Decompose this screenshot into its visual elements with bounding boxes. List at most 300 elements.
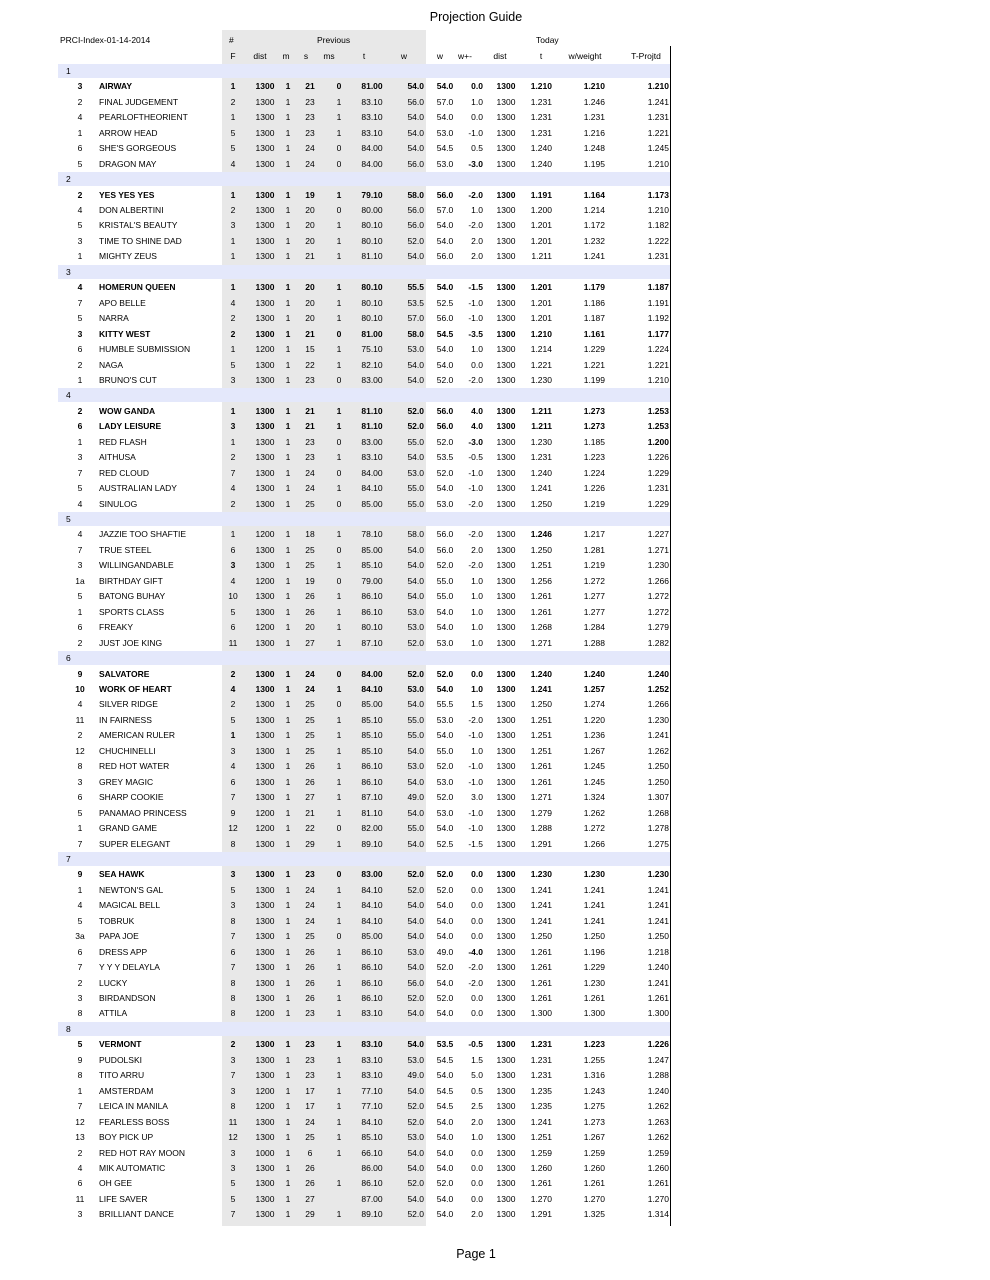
cell-f: 12 (228, 1132, 238, 1142)
cell-pw: 54.0 (407, 746, 424, 756)
cell-f: 11 (228, 1117, 238, 1127)
cell-tp: 1.275 (647, 839, 669, 849)
cell-w: 56.0 (436, 406, 454, 416)
cell-tp: 1.218 (647, 947, 669, 957)
cell-wpm: -1.0 (468, 761, 483, 771)
cell-s: 20 (305, 236, 315, 246)
cell-pw: 53.0 (407, 761, 424, 771)
cell-ww: 1.270 (583, 1194, 605, 1204)
cell-s: 25 (305, 545, 315, 555)
cell-t: 84.00 (361, 143, 383, 153)
cell-tp: 1.250 (647, 761, 669, 771)
cell-tp: 1.241 (647, 978, 669, 988)
cell-ww: 1.223 (583, 452, 605, 462)
cell-s: 21 (305, 329, 315, 339)
cell-tt: 1.271 (530, 792, 552, 802)
cell-m: 1 (285, 159, 291, 169)
cell-t: 66.10 (361, 1148, 383, 1158)
cell-tt: 1.241 (530, 483, 552, 493)
cell-tp: 1.231 (647, 251, 669, 261)
horse-number: 4 (77, 699, 83, 709)
cell-wpm: 1.0 (471, 591, 483, 601)
cell-wpm: 1.0 (471, 1132, 483, 1142)
cell-pw: 54.0 (407, 375, 424, 385)
cell-tp: 1.261 (647, 1178, 669, 1188)
cell-tt: 1.250 (530, 545, 552, 555)
cell-dist: 1300 (496, 591, 516, 601)
cell-tt: 1.231 (530, 1070, 552, 1080)
cell-ww: 1.245 (583, 761, 605, 771)
cell-f: 1 (230, 251, 236, 261)
cell-t: 83.00 (361, 869, 383, 879)
cell-f: 2 (230, 97, 236, 107)
cell-m: 1 (285, 298, 291, 308)
cell-s: 23 (305, 1039, 315, 1049)
cell-pdist: 1300 (255, 715, 275, 725)
cell-tp: 1.210 (647, 205, 669, 215)
horse-name: GREY MAGIC (99, 777, 154, 787)
cell-s: 23 (305, 1055, 315, 1065)
cell-tp: 1.288 (647, 1070, 669, 1080)
cell-f: 1 (230, 282, 236, 292)
cell-pdist: 1300 (255, 638, 275, 648)
cell-m: 1 (285, 236, 291, 246)
cell-t: 85.00 (361, 545, 383, 555)
cell-s: 27 (305, 1194, 315, 1204)
cell-wpm: -2.0 (468, 190, 483, 200)
cell-m: 1 (285, 1039, 291, 1049)
cell-m: 1 (285, 545, 291, 555)
cell-w: 55.5 (436, 699, 454, 709)
cell-m: 1 (285, 468, 291, 478)
cell-pdist: 1300 (255, 792, 275, 802)
cell-tt: 1.201 (530, 220, 552, 230)
cell-wpm: 0.0 (471, 360, 483, 370)
cell-f: 3 (230, 1055, 236, 1065)
cell-t: 85.00 (361, 699, 383, 709)
cell-f: 1 (230, 730, 236, 740)
cell-dist: 1300 (496, 808, 516, 818)
cell-tt: 1.241 (530, 1117, 552, 1127)
horse-name: AMERICAN RULER (99, 730, 176, 740)
cell-pdist: 1300 (255, 1055, 275, 1065)
cell-pdist: 1300 (255, 1039, 275, 1049)
cell-s: 23 (305, 112, 315, 122)
cell-ww: 1.240 (583, 669, 605, 679)
cell-ww: 1.255 (583, 1055, 605, 1065)
cell-t: 83.10 (361, 1055, 383, 1065)
cell-pdist: 1200 (255, 1101, 275, 1111)
cell-pw: 55.0 (407, 437, 424, 447)
page-footer: Page 1 (456, 1247, 496, 1261)
cell-wpm: 1.0 (471, 205, 483, 215)
cell-s: 24 (305, 143, 315, 153)
cell-ms: 1 (336, 730, 342, 740)
cell-ms: 1 (336, 128, 342, 138)
cell-wpm: 4.0 (471, 406, 483, 416)
cell-ms: 1 (336, 483, 342, 493)
cell-w: 54.0 (436, 1194, 454, 1204)
cell-ms: 1 (336, 452, 342, 462)
cell-wpm: -1.0 (468, 483, 483, 493)
cell-ms: 1 (336, 715, 342, 725)
cell-tp: 1.229 (647, 499, 669, 509)
cell-s: 24 (305, 159, 315, 169)
cell-s: 25 (305, 746, 315, 756)
cell-pw: 55.0 (407, 483, 424, 493)
horse-number: 9 (77, 869, 83, 879)
horse-name: SINULOG (99, 499, 138, 509)
cell-f: 1 (230, 529, 236, 539)
cell-tp: 1.241 (647, 730, 669, 740)
cell-wpm: -3.0 (468, 437, 483, 447)
cell-tp: 1.230 (647, 560, 669, 570)
cell-w: 56.0 (436, 313, 454, 323)
horse-name: SILVER RIDGE (99, 699, 158, 709)
cell-ms: 0 (336, 931, 342, 941)
cell-s: 23 (305, 128, 315, 138)
cell-wpm: 1.0 (471, 576, 483, 586)
cell-ms: 1 (336, 1148, 342, 1158)
horse-number: 3 (77, 81, 83, 91)
cell-wpm: 2.0 (471, 1117, 483, 1127)
horse-name: SEA HAWK (99, 869, 145, 879)
horse-number: 3 (77, 236, 83, 246)
cell-tt: 1.240 (530, 669, 552, 679)
cell-f: 2 (230, 669, 236, 679)
cell-m: 1 (285, 777, 291, 787)
horse-name: WILLINGANDABLE (99, 560, 174, 570)
cell-wpm: 0.0 (471, 1008, 483, 1018)
cell-pdist: 1300 (255, 375, 275, 385)
race-label: 2 (66, 174, 71, 185)
cell-t: 83.10 (361, 452, 383, 462)
cell-pw: 56.0 (407, 205, 424, 215)
horse-number: 3 (77, 993, 83, 1003)
cell-tp: 1.278 (647, 823, 669, 833)
cell-tp: 1.221 (647, 360, 669, 370)
cell-m: 1 (285, 684, 291, 694)
cell-w: 54.0 (436, 1132, 454, 1142)
cell-w: 53.0 (436, 638, 454, 648)
cell-wpm: -1.0 (468, 298, 483, 308)
cell-dist: 1300 (496, 468, 516, 478)
cell-ww: 1.248 (583, 143, 605, 153)
cell-m: 1 (285, 128, 291, 138)
horse-number: 7 (77, 1101, 83, 1111)
cell-ms: 1 (336, 313, 342, 323)
cell-m: 1 (285, 499, 291, 509)
cell-ms: 0 (336, 823, 342, 833)
cell-dist: 1300 (496, 931, 516, 941)
cell-tp: 1.260 (647, 1163, 669, 1173)
cell-tp: 1.307 (647, 792, 669, 802)
horse-number: 13 (75, 1132, 85, 1142)
cell-w: 52.5 (436, 839, 454, 849)
horse-number: 5 (77, 159, 83, 169)
cell-tt: 1.240 (530, 143, 552, 153)
cell-ww: 1.260 (583, 1163, 605, 1173)
cell-ms: 1 (336, 839, 342, 849)
cell-wpm: -3.5 (468, 329, 483, 339)
cell-t: 80.10 (361, 282, 383, 292)
cell-tp: 1.262 (647, 1132, 669, 1142)
cell-pdist: 1300 (255, 360, 275, 370)
cell-pw: 54.0 (407, 1194, 424, 1204)
cell-wpm: -1.5 (468, 282, 483, 292)
cell-tt: 1.230 (530, 437, 552, 447)
cell-ww: 1.224 (583, 468, 605, 478)
cell-pdist: 1300 (255, 313, 275, 323)
cell-dist: 1300 (496, 205, 516, 215)
cell-s: 24 (305, 1117, 315, 1127)
cell-wpm: -2.0 (468, 529, 483, 539)
cell-dist: 1300 (496, 622, 516, 632)
race-label: 1 (66, 66, 71, 76)
cell-ms: 1 (336, 761, 342, 771)
horse-number: 4 (77, 900, 83, 910)
cell-ww: 1.216 (583, 128, 605, 138)
cell-f: 2 (230, 313, 236, 323)
cell-dist: 1300 (496, 1178, 516, 1188)
cell-pw: 54.0 (407, 251, 424, 261)
cell-ms: 0 (336, 545, 342, 555)
cell-wpm: 0.5 (471, 1086, 483, 1096)
cell-t: 86.10 (361, 947, 383, 957)
cell-m: 1 (285, 1194, 291, 1204)
cell-ww: 1.277 (583, 591, 605, 601)
cell-w: 54.0 (436, 1148, 454, 1158)
cell-tp: 1.247 (647, 1055, 669, 1065)
horse-name: CHUCHINELLI (99, 746, 156, 756)
cell-m: 1 (285, 1055, 291, 1065)
cell-dist: 1300 (496, 885, 516, 895)
horse-number: 1 (77, 823, 83, 833)
cell-pdist: 1200 (255, 622, 275, 632)
cell-m: 1 (285, 607, 291, 617)
cell-t: 86.10 (361, 761, 383, 771)
cell-ms: 0 (336, 143, 342, 153)
cell-w: 54.0 (436, 1008, 454, 1018)
cell-tt: 1.231 (530, 1039, 552, 1049)
cell-t: 81.10 (361, 808, 383, 818)
cell-t: 86.10 (361, 591, 383, 601)
cell-pdist: 1300 (255, 900, 275, 910)
cell-w: 54.0 (436, 483, 454, 493)
cell-ww: 1.172 (583, 220, 605, 230)
horse-name: APO BELLE (99, 298, 146, 308)
cell-tp: 1.231 (647, 112, 669, 122)
cell-ms: 0 (336, 329, 342, 339)
cell-dist: 1300 (496, 375, 516, 385)
cell-tt: 1.230 (530, 375, 552, 385)
cell-ms: 1 (336, 190, 342, 200)
cell-dist: 1300 (496, 360, 516, 370)
cell-w: 54.0 (436, 684, 454, 694)
horse-name: BRUNO'S CUT (99, 375, 157, 385)
cell-m: 1 (285, 931, 291, 941)
cell-f: 6 (230, 777, 236, 787)
horse-name: NEWTON'S GAL (99, 885, 164, 895)
cell-tt: 1.261 (530, 947, 552, 957)
cell-t: 81.00 (361, 81, 383, 91)
cell-f: 3 (230, 220, 236, 230)
cell-tp: 1.250 (647, 777, 669, 787)
cell-ms: 1 (336, 684, 342, 694)
cell-m: 1 (285, 452, 291, 462)
cell-wpm: 2.0 (471, 236, 483, 246)
cell-dist: 1300 (496, 746, 516, 756)
cell-s: 29 (305, 839, 315, 849)
cell-tt: 1.241 (530, 900, 552, 910)
cell-f: 2 (230, 499, 236, 509)
cell-ww: 1.219 (583, 499, 605, 509)
cell-w: 54.0 (436, 282, 454, 292)
cell-f: 2 (230, 452, 236, 462)
cell-tp: 1.200 (647, 437, 669, 447)
horse-name: RED FLASH (99, 437, 147, 447)
cell-pw: 56.0 (407, 97, 424, 107)
cell-w: 52.0 (436, 761, 454, 771)
horse-number: 4 (77, 282, 83, 292)
cell-dist: 1300 (496, 777, 516, 787)
cell-tp: 1.250 (647, 931, 669, 941)
cell-w: 55.0 (436, 746, 454, 756)
cell-dist: 1300 (496, 1070, 516, 1080)
cell-m: 1 (285, 406, 291, 416)
cell-dist: 1300 (496, 1194, 516, 1204)
cell-ww: 1.325 (583, 1209, 605, 1219)
horse-name: SALVATORE (99, 669, 150, 679)
cell-wpm: -1.0 (468, 730, 483, 740)
horse-number: 8 (77, 1008, 83, 1018)
cell-pw: 55.5 (407, 282, 424, 292)
race-band (58, 651, 670, 665)
cell-pdist: 1300 (255, 282, 275, 292)
cell-ww: 1.223 (583, 1039, 605, 1049)
cell-dist: 1300 (496, 669, 516, 679)
cell-pdist: 1300 (255, 159, 275, 169)
cell-m: 1 (285, 978, 291, 988)
cell-t: 85.10 (361, 1132, 383, 1142)
cell-w: 53.0 (436, 777, 454, 787)
cell-ww: 1.241 (583, 251, 605, 261)
cell-t: 84.10 (361, 900, 383, 910)
cell-tp: 1.266 (647, 576, 669, 586)
cell-s: 26 (305, 591, 315, 601)
cell-tp: 1.230 (647, 715, 669, 725)
cell-dist: 1300 (496, 607, 516, 617)
cell-t: 87.10 (361, 792, 383, 802)
cell-pw: 53.0 (407, 344, 424, 354)
cell-t: 86.10 (361, 777, 383, 787)
cell-pw: 54.0 (407, 128, 424, 138)
cell-t: 79.10 (361, 190, 383, 200)
horse-name: BIRDANDSON (99, 993, 156, 1003)
horse-name: FEARLESS BOSS (99, 1117, 170, 1127)
cell-pdist: 1300 (255, 468, 275, 478)
cell-w: 57.0 (436, 205, 454, 215)
cell-f: 4 (230, 576, 236, 586)
cell-ms: 1 (336, 746, 342, 756)
cell-s: 21 (305, 808, 315, 818)
cell-wpm: -1.0 (468, 128, 483, 138)
cell-w: 52.0 (436, 1178, 454, 1188)
cell-s: 25 (305, 499, 315, 509)
cell-w: 52.0 (436, 885, 454, 895)
cell-f: 7 (230, 1070, 236, 1080)
cell-w: 57.0 (436, 97, 454, 107)
cell-tt: 1.251 (530, 560, 552, 570)
cell-wpm: -2.0 (468, 220, 483, 230)
cell-dist: 1300 (496, 81, 516, 91)
cell-pdist: 1300 (255, 190, 275, 200)
cell-pw: 52.0 (407, 406, 424, 416)
cell-m: 1 (285, 808, 291, 818)
cell-wpm: 0.0 (471, 669, 483, 679)
cell-pw: 55.0 (407, 823, 424, 833)
horse-number: 12 (75, 1117, 85, 1127)
cell-w: 52.0 (436, 560, 454, 570)
cell-pw: 55.0 (407, 715, 424, 725)
cell-f: 5 (230, 143, 236, 153)
cell-dist: 1300 (496, 1008, 516, 1018)
cell-t: 84.10 (361, 885, 383, 895)
cell-f: 7 (230, 962, 236, 972)
cell-pw: 54.0 (407, 777, 424, 787)
cell-m: 1 (285, 1132, 291, 1142)
cell-wpm: 0.5 (471, 143, 483, 153)
cell-w: 56.0 (436, 529, 454, 539)
cell-w: 54.0 (436, 931, 454, 941)
cell-tt: 1.250 (530, 499, 552, 509)
cell-m: 1 (285, 947, 291, 957)
cell-t: 81.10 (361, 406, 383, 416)
cell-tp: 1.253 (647, 421, 669, 431)
cell-w: 54.0 (436, 916, 454, 926)
cell-ww: 1.281 (583, 545, 605, 555)
cell-tp: 1.224 (647, 344, 669, 354)
cell-pw: 53.5 (407, 298, 424, 308)
cell-s: 25 (305, 931, 315, 941)
cell-pdist: 1300 (255, 761, 275, 771)
horse-number: 7 (77, 839, 83, 849)
cell-s: 24 (305, 468, 315, 478)
cell-tt: 1.201 (530, 313, 552, 323)
horse-number: 1 (77, 1086, 83, 1096)
cell-wpm: 0.0 (471, 1194, 483, 1204)
cell-dist: 1300 (496, 715, 516, 725)
cell-m: 1 (285, 1163, 291, 1173)
cell-t: 79.00 (361, 576, 383, 586)
previous-group-header: Previous (317, 35, 351, 45)
race-label: 4 (66, 390, 71, 401)
cell-f: 6 (230, 545, 236, 555)
cell-tt: 1.235 (530, 1086, 552, 1096)
cell-w: 52.0 (436, 669, 454, 679)
cell-s: 20 (305, 282, 315, 292)
horse-name: AMSTERDAM (99, 1086, 154, 1096)
cell-ww: 1.267 (583, 1132, 605, 1142)
cell-dist: 1300 (496, 97, 516, 107)
cell-tt: 1.210 (530, 329, 552, 339)
cell-dist: 1300 (496, 684, 516, 694)
cell-pdist: 1300 (255, 483, 275, 493)
cell-tp: 1.173 (647, 190, 669, 200)
cell-dist: 1300 (496, 993, 516, 1003)
cell-tp: 1.259 (647, 1148, 669, 1158)
cell-t: 84.00 (361, 468, 383, 478)
